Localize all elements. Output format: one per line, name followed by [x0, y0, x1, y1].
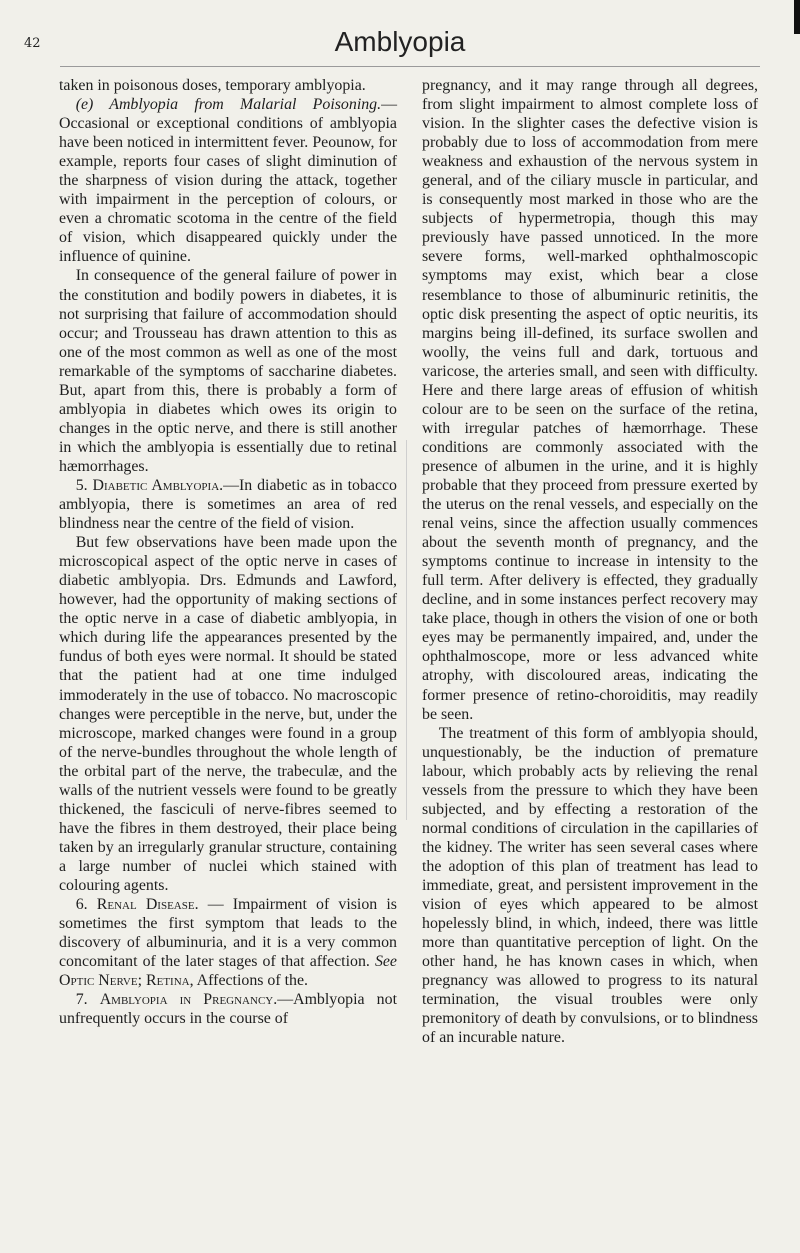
paragraph: But few observations have been made upon the microscopical aspect of the optic nerve in cases of diabetic amblyopia. Drs. Edmunds and Lawford, however, had the opportunity of making sections of the optic nerve in a case of diabetic amblyopia, in which during life the appearances presented by the fundus of both eyes were normal. It should be stated that the patient had at one time indulged immoderately in the use of tobacco. No macroscopic changes were perceptible in the nerve, but, under the microscope, marked changes were found in a group of the nerve-bundles throughout the whole length of the orbital part of the nerve, the trabeculæ, and the walls of the nutrient vessels were found to be greatly thickened, the fasciculi of nerve-fibres seemed to have the fibres in them destroyed, their place being taken by an irregularly granular structure, containing a large number of nuclei which stained with colouring agents. — [59, 534, 397, 894]
running-head-title: Amblyopia — [334, 26, 466, 57]
cross-reference-link[interactable]: Optic Nerve — [59, 972, 138, 990]
paragraph-text: — Impairment of vision is sometimes the first symptom that leads to the discovery of albuminuria, and it is a very common concomitant of the later stages of that affection. — [59, 896, 397, 971]
paragraph-malarial — [59, 95, 397, 266]
paragraph: In consequence of the general failure of power in the constitution and bodily powers in diabetes, it is not surprising that failure of accommodation should occur; and Trousseau has drawn attention to this as one of the most common as well as one of the most remarkable of the symptoms of saccharine diabetes. But, apart from this, there is probably a form of amblyopia in diabetes which owes its origin to changes in the optic nerve, and there is still another in which the amblyopia is essentially due to retinal hæmorrhages. — [59, 267, 397, 475]
section-title: (e) Amblyopia from Malarial Poisoning. — [75, 96, 382, 114]
paragraph-text: —In diabetic as in tobacco amblyopia, there is sometimes an area of red blindness near the centre of the field of vision. — [59, 476, 397, 533]
paragraph-treatment: The treatment of this form of amblyopia should, unquestionably, be the induction of premature labour, which probably acts by relieving the renal vessels from the pressure to which they have been subjected, and by effecting a restoration of the normal conditions of circulation in the capillaries of the kidney. The writer has seen several cases where the adoption of this plan of treatment has lead to immediate, great, and persistent improvement in the vision of eyes which appeared to be almost hopelessly blind, in which, indeed, there was little more than quantitative perception of light. On the other hand, he has known cases in which, when pregnancy was allowed to progress to its natural termination, the visual troubles were only premonitory of death by convulsions, or to blindness of an incurable nature. — [422, 724, 758, 1047]
paragraph-text: —Occasional or exceptional conditions of amblyopia have been noticed in intermittent fever. Peounow, for example, reports four cases of slight diminution of the sharpness of vision during the attack, together with impairment in the perception of colours, or even a chromatic scotoma in the centre of the field of vision, which disappeared quickly under the influence of quinine. — [59, 96, 397, 266]
see-reference: See — [374, 953, 397, 971]
page-number: 42 — [24, 36, 41, 51]
paragraph-diabetic — [59, 476, 397, 533]
paragraph-text: , Affections of the. — [189, 972, 309, 990]
section-title: Amblyopia in Pregnancy. — [99, 991, 278, 1009]
paragraph: taken in poisonous doses, temporary amblyopia. — [59, 77, 366, 94]
section-number: 5. — [75, 476, 88, 494]
section-title: Diabetic Amblyopia. — [92, 476, 224, 494]
header-rule — [60, 66, 760, 67]
section-title: Renal Disease. — [96, 896, 199, 914]
section-number: 7. — [75, 991, 88, 1009]
section-number: 6. — [75, 896, 88, 914]
column-divider — [406, 440, 407, 820]
separator: ; — [137, 972, 143, 990]
right-column — [422, 76, 758, 1047]
paragraph-renal — [59, 895, 397, 990]
paragraph: pregnancy, and it may range through all degrees, from slight impairment to almost complete loss of vision. In the slighter cases the defective vision is probably due to loss of accommodation from mere weakness and exhaustion of the nervous system in general, and of the ciliary muscle in particular, and is consequently most marked in those who are the subjects of hypermetropia, though this may previously have passed unnoticed. In the more severe forms, well-marked ophthalmoscopic symptoms may exist, which bear a close resemblance to those of albuminuric retinitis, the optic disk presenting the aspect of optic neuritis, its margins being ill-defined, its surface swollen and woolly, the veins full and dark, tortuous and varicose, the arteries small, and seen with difficulty. Here and there large areas of effusion of whitish colour are to be seen on the surface of the retina, with irregular patches of hæmorrhage. These conditions are commonly associated with the presence of albumen in the urine, and it is highly probable that they proceed from pressure exerted by the uterus on the renal vessels, and especially on the renal veins, since the affection usually commences about the seventh month of pregnancy, and the symptoms continue to increase in intensity to the full term. After delivery is effected, they gradually decline, and in some instances perfect recovery may take place, though in others the vision of one or both eyes may be permanently impaired, and, under the ophthalmoscope, more or less advanced white atrophy, with discoloured areas, indicating the former presence of retino-choroiditis, may readily be seen. — [422, 77, 758, 723]
paragraph-text: —Amblyopia not unfrequently occurs in the course of — [59, 991, 397, 1028]
paragraph-pregnancy — [59, 990, 397, 1028]
left-column — [59, 76, 397, 1028]
cross-reference-link[interactable]: Retina — [146, 972, 190, 990]
